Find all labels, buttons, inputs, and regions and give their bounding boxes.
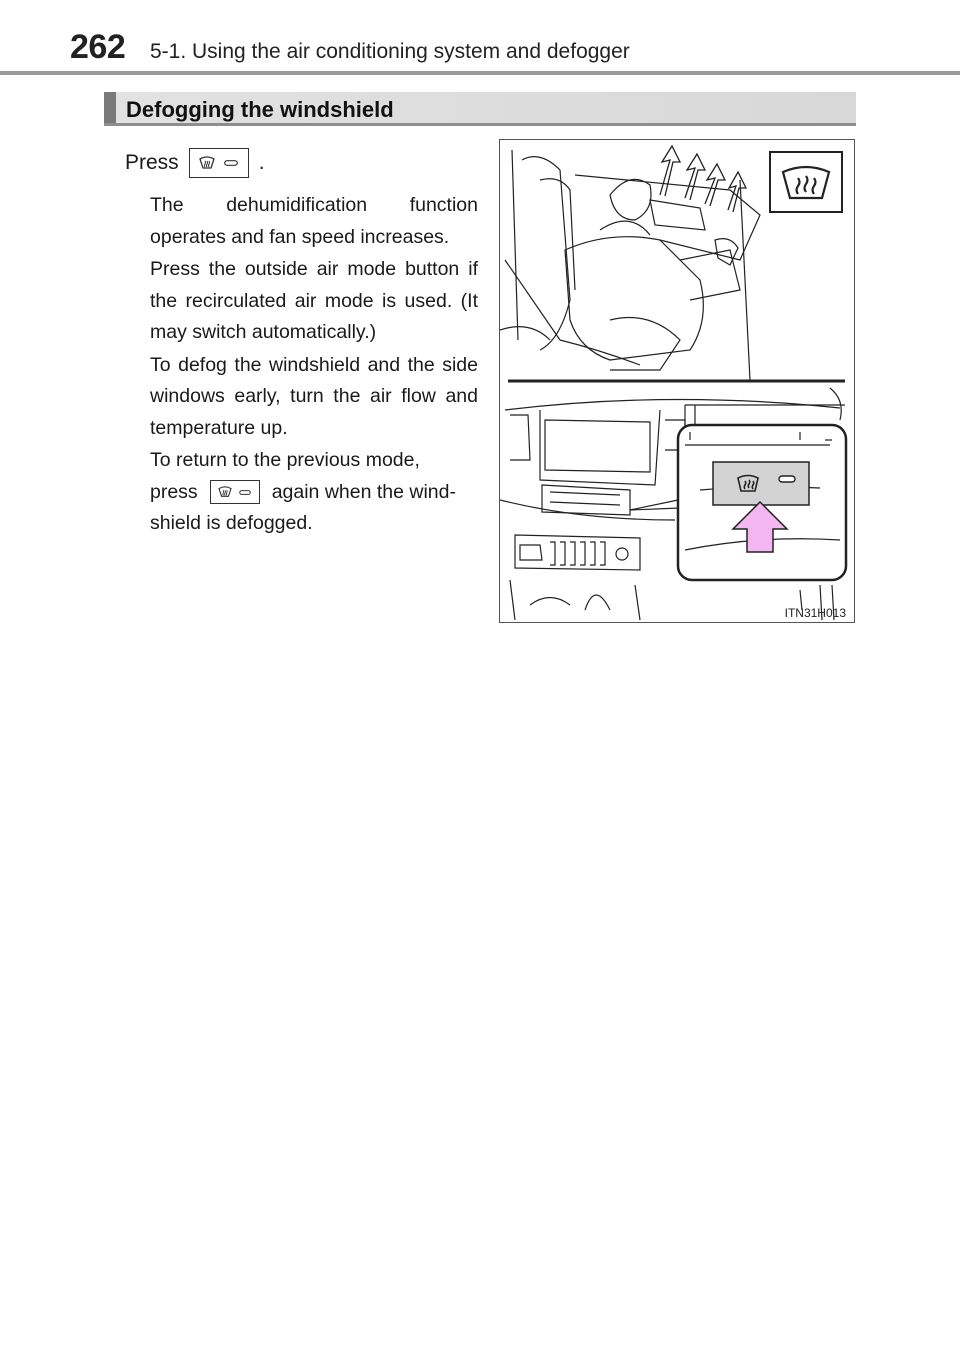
cabin-interior-sketch (500, 150, 760, 380)
page-number: 262 (70, 28, 126, 66)
section-heading-bar (104, 92, 116, 123)
illustration-drawing (500, 140, 853, 621)
press-instruction (125, 148, 265, 178)
indicator-light-icon (224, 160, 238, 166)
paragraph-defog-early: To defog the windshield and the side windows early, turn the air flow and temperature up. (150, 353, 478, 439)
paragraph-return-press-line (150, 477, 478, 509)
paragraph-outside-air: Press the outside air mode button if the recirculated air mode is used. (It may switch automatically.) (150, 258, 478, 343)
indicator-light-icon (779, 476, 795, 482)
paragraph-return-tail: again when the wind- (271, 480, 456, 503)
header-rule (0, 71, 960, 75)
figure-code: ITN31H013 (784, 606, 846, 620)
defogger-button-glyph-inline (210, 480, 260, 504)
indicator-light-icon (239, 490, 251, 495)
paragraph-return-press: press (150, 480, 198, 503)
airflow-arrows (660, 146, 746, 212)
section-title: Defogging the windshield (126, 97, 394, 122)
defogger-button-closeup (713, 462, 809, 505)
paragraph-dehumidification: The dehumidification function operates and fan speed increases. (150, 194, 478, 248)
section-heading (104, 92, 856, 126)
press-period: . (258, 151, 265, 174)
windshield-defogger-icon (218, 486, 232, 498)
paragraph-return-end: shield is defogged. (150, 512, 313, 534)
chapter-title: 5-1. Using the air conditioning system and defogger (150, 40, 630, 63)
windshield-defogger-icon (199, 156, 215, 170)
instruction-text (150, 190, 478, 541)
defogger-button-glyph (189, 148, 249, 178)
defogger-illustration (499, 139, 855, 623)
press-label: Press (125, 151, 179, 174)
paragraph-return-lead: To return to the previous mode, (150, 449, 420, 471)
